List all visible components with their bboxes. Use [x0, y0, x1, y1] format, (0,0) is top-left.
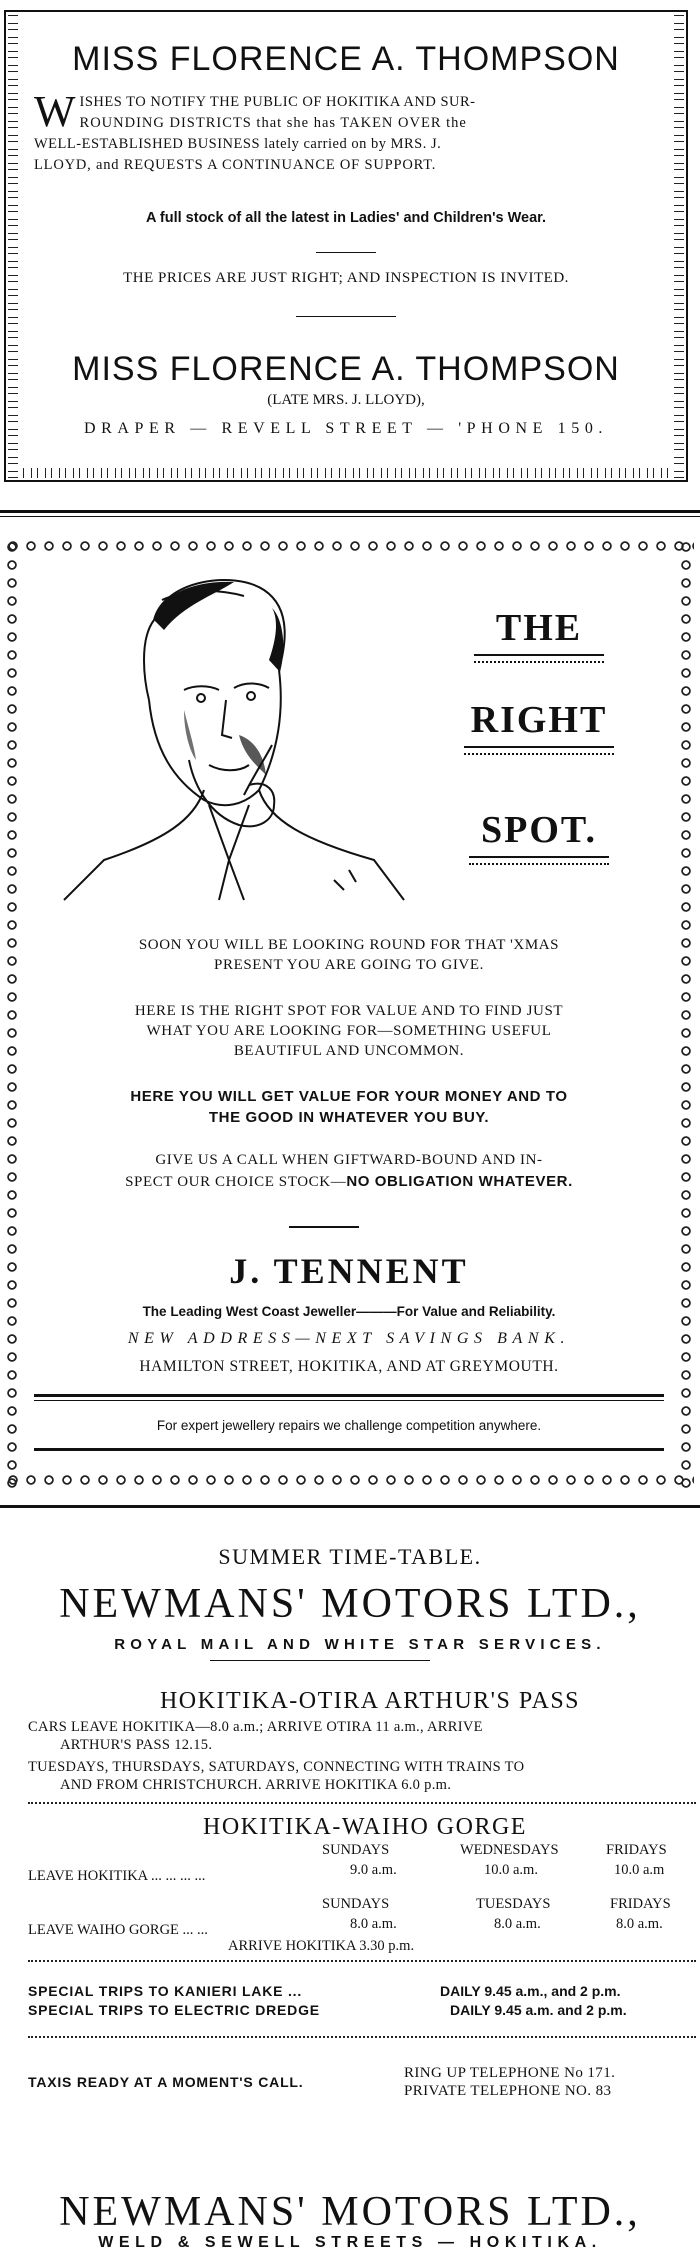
new-address: NEW ADDRESS—NEXT SAVINGS BANK. [127, 1330, 571, 1347]
leave-hokitika: LEAVE HOKITIKA ... ... ... ... [28, 1868, 206, 1884]
taxis-line: TAXIS READY AT A MOMENT'S CALL. [28, 2074, 304, 2090]
timetable-heading: SUMMER TIME-TABLE. [218, 1544, 482, 1569]
heading-text: SPOT. [481, 809, 597, 851]
ad-border-bottom [4, 1472, 694, 1488]
special-trips [28, 1982, 320, 2020]
time-cell: 10.0 a.m. [484, 1862, 538, 1878]
telephone-info [404, 2064, 615, 2100]
thompson-ad [4, 10, 688, 482]
stock-line: A full stock of all the latest in Ladies' and Children's Wear. [145, 210, 547, 226]
day-header: FRIDAYS [606, 1842, 667, 1858]
heading-underline [464, 746, 614, 755]
heading-text: RIGHT [470, 699, 608, 741]
ad-title-repeat: MISS FLORENCE A. THOMPSON [72, 350, 620, 388]
ad-border-left [8, 12, 18, 480]
divider [296, 316, 396, 317]
heading-right [424, 698, 654, 755]
para-line: WHAT YOU ARE LOOKING FOR—SOMETHING USEFUL [146, 1023, 552, 1039]
divider [34, 1400, 664, 1401]
para-line: SOON YOU WILL BE LOOKING ROUND FOR THAT 'XMAS [138, 937, 560, 953]
para-text: SPECT OUR CHOICE STOCK— [125, 1174, 347, 1190]
body-line: LLOYD, and REQUESTS A CONTINUANCE OF SUPPORT. [34, 157, 437, 173]
prices-line: THE PRICES ARE JUST RIGHT; AND INSPECTION IS INVITED. [123, 270, 569, 286]
day-header: SUNDAYS [322, 1896, 390, 1912]
special-time: DAILY 9.45 a.m. and 2 p.m. [450, 2002, 627, 2018]
route-line: TUESDAYS, THURSDAYS, SATURDAYS, CONNECTING WITH TRAINS TO [28, 1759, 525, 1775]
para-line [44, 1171, 654, 1193]
body-line: ISHES TO NOTIFY THE PUBLIC OF HOKITIKA AND SUR- [79, 94, 476, 110]
dotted-divider [28, 1960, 696, 1962]
services-line: ROYAL MAIL AND WHITE STAR SERVICES. [114, 1636, 606, 1653]
para-line: BEAUTIFUL AND UNCOMMON. [233, 1043, 465, 1059]
company-name: NEWMANS' MOTORS LTD., [59, 1581, 641, 1627]
divider [289, 1226, 359, 1228]
ad-title: MISS FLORENCE A. THOMPSON [72, 40, 620, 78]
special-time: DAILY 9.45 a.m., and 2 p.m. [440, 1983, 621, 1999]
section-rule [0, 516, 700, 517]
divider [34, 1394, 664, 1397]
ad-body [34, 87, 674, 176]
special-trip: SPECIAL TRIPS TO KANIERI LAKE ... [28, 1983, 303, 1999]
para-bold-text: NO OBLIGATION WHATEVER. [346, 1173, 573, 1190]
heading-underline [469, 856, 609, 865]
para-line: THE GOOD IN WHATEVER YOU BUY. [208, 1109, 490, 1126]
para-line: GIVE US A CALL WHEN GIFTWARD-BOUND AND IN- [155, 1152, 543, 1168]
ad-border-right [678, 538, 694, 1488]
late-owner: (LATE MRS. J. LLOYD), [267, 392, 425, 408]
body-line: ROUNDING DISTRICTS that she has TAKEN OVER the [79, 115, 467, 131]
man-pointing-illustration [44, 560, 414, 920]
time-cell: 9.0 a.m. [350, 1862, 397, 1878]
route1-title: HOKITIKA-OTIRA ARTHUR'S PASS [159, 1688, 581, 1714]
drop-cap: W [34, 87, 76, 136]
private-telephone: PRIVATE TELEPHONE NO. 83 [404, 2083, 612, 2099]
time-cell: 8.0 a.m. [494, 1916, 541, 1932]
heading-underline [474, 654, 604, 663]
dotted-divider [28, 2036, 696, 2038]
day-header: WEDNESDAYS [460, 1842, 559, 1858]
route-line: ARTHUR'S PASS 12.15. [60, 1737, 213, 1753]
arrive-hokitika: ARRIVE HOKITIKA 3.30 p.m. [228, 1938, 415, 1954]
route-line: CARS LEAVE HOKITIKA—8.0 a.m.; ARRIVE OTIRA 11 a.m., ARRIVE [28, 1719, 483, 1735]
paragraph-2 [44, 1001, 654, 1061]
time-cell: 8.0 a.m. [616, 1916, 663, 1932]
divider [316, 252, 376, 253]
jeweller-tagline: The Leading West Coast Jeweller———For Value and Reliability. [142, 1304, 556, 1319]
heading-the [424, 606, 654, 663]
para-line: PRESENT YOU ARE GOING TO GIVE. [214, 957, 484, 973]
newmans-motors-ad [0, 1520, 700, 2259]
company-address: WELD & SEWELL STREETS — HOKITIKA. [98, 2234, 602, 2251]
ad-border-right [674, 12, 684, 480]
jeweller-name: J. TENNENT [229, 1251, 469, 1291]
dotted-divider [28, 1802, 696, 1804]
route-line: AND FROM CHRISTCHURCH. ARRIVE HOKITIKA 6.0 p.m. [60, 1777, 452, 1793]
route2-title: HOKITIKA-WAIHO GORGE [203, 1814, 527, 1840]
special-times [440, 1982, 627, 2020]
day-header: TUESDAYS [476, 1896, 551, 1912]
time-cell: 10.0 a.m [614, 1862, 665, 1878]
paragraph-4 [44, 1150, 654, 1193]
divider [210, 1660, 430, 1661]
day-header: SUNDAYS [322, 1842, 390, 1858]
paragraph-1 [44, 935, 654, 975]
para-line: HERE IS THE RIGHT SPOT FOR VALUE AND TO FIND JUST [134, 1003, 564, 1019]
section-rule [0, 1505, 700, 1508]
body-line: WELL-ESTABLISHED BUSINESS lately carried on by MRS. J. [34, 136, 442, 152]
heading-spot [424, 808, 654, 865]
tennent-ad [4, 538, 694, 1488]
company-name-repeat: NEWMANS' MOTORS LTD., [59, 2189, 641, 2235]
section-rule [0, 510, 700, 513]
repairs-line: For expert jewellery repairs we challenge competition anywhere. [156, 1418, 542, 1433]
special-trip: SPECIAL TRIPS TO ELECTRIC DREDGE [28, 2002, 320, 2018]
street-address: HAMILTON STREET, HOKITIKA, AND AT GREYMOUTH. [139, 1358, 559, 1375]
portrait-drawing [44, 560, 414, 920]
ad-border-bottom [20, 468, 672, 478]
heading-text: THE [495, 607, 583, 649]
route1-details [28, 1718, 696, 1794]
divider [34, 1448, 664, 1451]
ad-border-left [4, 538, 20, 1488]
ad-border-top [4, 538, 694, 554]
paragraph-3 [44, 1086, 654, 1128]
leave-waiho: LEAVE WAIHO GORGE ... ... [28, 1922, 208, 1938]
time-cell: 8.0 a.m. [350, 1916, 397, 1932]
address-line: DRAPER — REVELL STREET — 'PHONE 150. [83, 420, 609, 437]
ring-telephone: RING UP TELEPHONE No 171. [404, 2065, 616, 2081]
para-line: HERE YOU WILL GET VALUE FOR YOUR MONEY AND TO [130, 1088, 568, 1105]
day-header: FRIDAYS [610, 1896, 671, 1912]
